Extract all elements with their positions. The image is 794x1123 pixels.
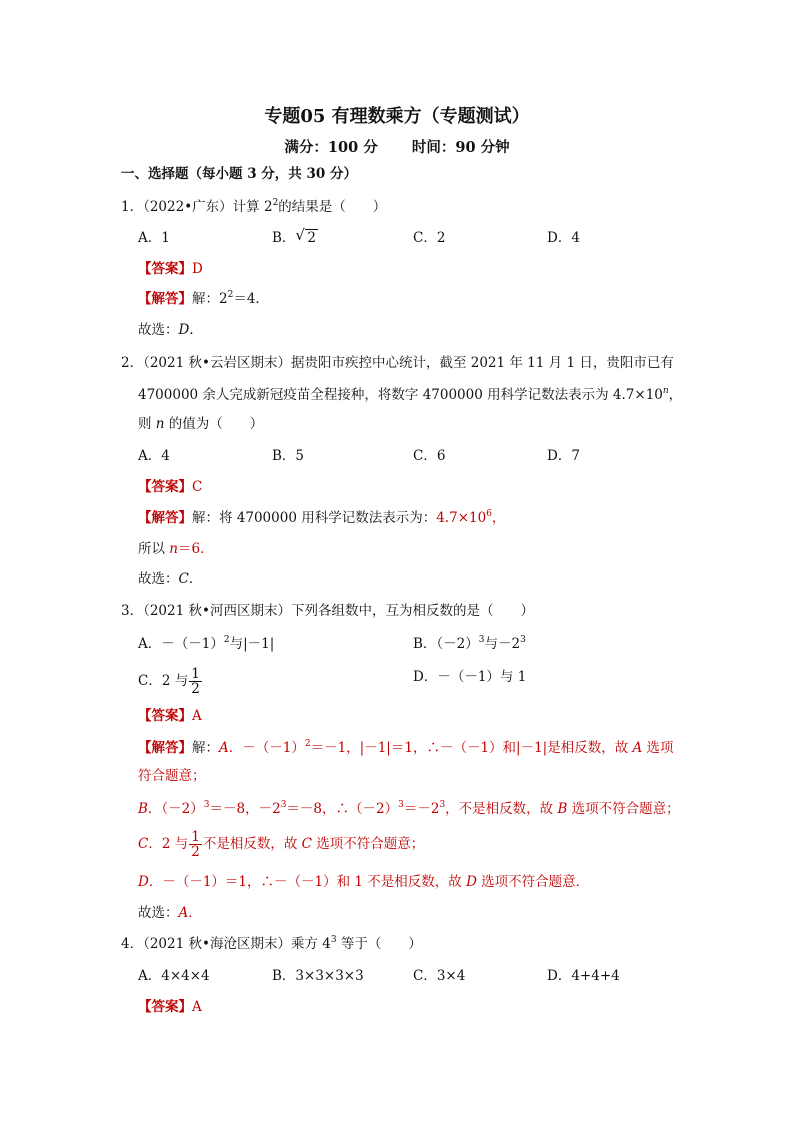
question-1-option-a: A．1 <box>138 230 170 246</box>
score-label: 满分：100 分 <box>284 139 378 156</box>
question-1-stem: 1．（2022•广东）计算 $2^2$的结果是（ ） <box>121 198 387 215</box>
question-3-option-d: D．－（－1）与 1 <box>413 669 527 685</box>
question-4-option-c: C．3×4 <box>413 968 466 984</box>
section-title: 一、选择题（每小题 3 分，共 30 分） <box>121 166 357 182</box>
question-3-option-b: B．$(-2)^3$与$-2^3$ <box>413 635 526 652</box>
exam-info <box>0 138 794 158</box>
question-2-option-d: D．7 <box>547 448 580 464</box>
question-3-solution-d: D．－（－1）＝1，∴－（－1）和 1 不是相反数，故 D 选项不符合题意． <box>138 874 590 890</box>
sqrt-symbol: √ 2 <box>295 226 317 246</box>
question-2-choose: 故选：C． <box>138 571 203 587</box>
fraction: $\frac{1}{2}$ <box>191 829 200 860</box>
question-3-choose: 故选：A． <box>138 905 202 921</box>
question-2-answer: 【答案】C <box>138 479 203 495</box>
time-label: 时间：90 分钟 <box>411 139 510 156</box>
question-2-stem-line-1: 2．（2021 秋•云岩区期末）据贵阳市疾控中心统计，截至 2021 年 11 月 1 日，贵阳市已有 <box>121 355 674 371</box>
question-2-option-b: B．5 <box>272 448 305 464</box>
question-2-stem-line-3: 则 n 的值为（ ） <box>138 416 264 432</box>
page-title: 专题05 有理数乘方（专题测试） <box>264 106 530 127</box>
question-1-answer: 【答案】D <box>138 261 203 277</box>
question-1-option-c: C．2 <box>413 230 446 246</box>
question-3-answer: 【答案】A <box>138 708 202 724</box>
question-1-option-b: B． √ 2 <box>272 226 317 246</box>
question-1-choose: 故选：D． <box>138 322 203 338</box>
question-2-conclusion: 所以 n＝6． <box>138 541 214 557</box>
question-2-stem-line-2: 4700000 余人完成新冠疫苗全程接种，将数字 4700000 用科学记数法表示为 $4.7\times 10^n$， <box>138 386 683 403</box>
question-3-stem: 3．（2021 秋•河西区期末）下列各组数中，互为相反数的是（ ） <box>121 603 534 619</box>
question-4-option-b: B．3×3×3×3 <box>272 968 364 984</box>
question-4-option-d: D．4+4+4 <box>547 968 620 984</box>
question-2-option-a: A．4 <box>138 448 170 464</box>
question-3-solution-b: B．$(-2)^3=-8$，$-2^3=-8$，$\therefore(-2)^3=-2^3$，不是相反数，故 B 选项不符合题意； <box>138 800 680 817</box>
question-2-solution: 【解答】解：将 4700000 用科学记数法表示为：$4.7\times 10^6$， <box>138 509 506 526</box>
question-3-solution-a-cont: 符合题意； <box>138 768 206 784</box>
fraction: $\frac{1}{2}$ <box>191 666 200 697</box>
question-4-stem: 4．（2021 秋•海沧区期末）乘方 $4^3$ 等于（ ） <box>121 935 422 952</box>
question-3-option-c: C．2 与 $\frac{1}{2}$ <box>138 666 200 697</box>
question-4-answer: 【答案】A <box>138 999 202 1015</box>
question-3-option-a: A．$-(-1)^2$与|－1| <box>138 635 275 652</box>
question-2-option-c: C．6 <box>413 448 446 464</box>
question-1-solution: 【解答】解：$2^2=4$． <box>138 290 269 307</box>
question-3-solution-a: 【解答】解：A．$-(-1)^2=-1$，|－1|＝1，∴－（－1）和|－1|是相反数，故 A 选项 <box>138 739 674 756</box>
question-1-option-d: D．4 <box>547 230 580 246</box>
question-4-option-a: A．4×4×4 <box>138 968 210 984</box>
question-3-solution-c: C．2 与 $\frac{1}{2}$ 不是相反数，故 C 选项不符合题意； <box>138 829 425 860</box>
